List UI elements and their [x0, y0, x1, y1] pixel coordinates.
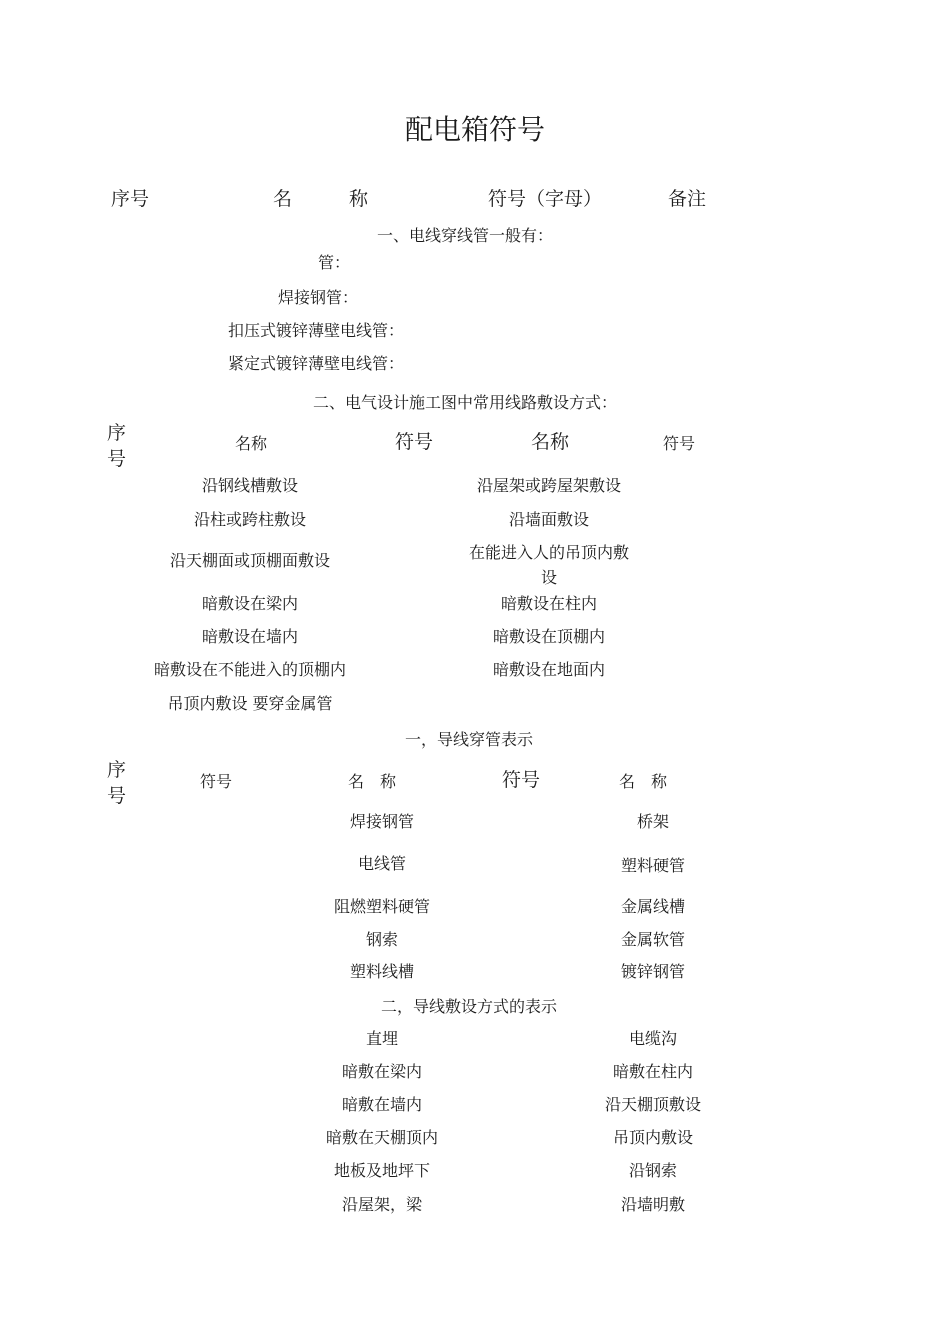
section1-item: 扣压式镀锌薄壁电线管： — [228, 321, 405, 340]
section3-row-left: 阻燃塑料硬管 — [333, 897, 431, 916]
section2-row-left: 沿柱或跨柱敷设 — [193, 510, 307, 529]
section4-row-right: 沿天棚顶敷设 — [604, 1095, 702, 1114]
section3-header-symbol-right: 符号 — [502, 769, 541, 791]
section4-row-right: 吊顶内敷设 — [612, 1128, 694, 1147]
section1-item: 焊接钢管： — [278, 288, 359, 307]
section3-header-name-left: 名 称 — [348, 772, 397, 791]
section1-heading: 一、电线穿线管一般有： — [376, 226, 554, 245]
section4-row-right: 暗敷在柱内 — [612, 1062, 694, 1081]
section4-row-right: 沿钢索 — [628, 1161, 678, 1180]
section2-row-left: 暗敷设在不能进入的顶棚内 — [153, 660, 347, 679]
section3-row-right: 塑料硬管 — [620, 856, 686, 875]
section2-row-left: 沿天棚面或顶棚面敷设 — [169, 551, 331, 570]
section1-item: 紧定式镀锌薄壁电线管： — [228, 354, 405, 373]
section4-row-left: 沿屋架，梁 — [341, 1195, 423, 1214]
header-name-char2: 称 — [349, 188, 369, 210]
section4-row-left: 暗敷在天棚顶内 — [325, 1128, 439, 1147]
section2-row-left: 吊顶内敷设 要穿金属管 — [167, 694, 333, 713]
section2-row-right: 沿屋架或跨屋架敷设 — [476, 476, 622, 495]
section3-row-left: 电线管 — [357, 854, 407, 873]
section2-row-left: 沿钢线槽敷设 — [201, 476, 299, 495]
section3-row-right: 镀锌钢管 — [620, 962, 686, 981]
section3-header-seq: 序号 — [107, 759, 127, 807]
header-symbol: 符号（字母） — [488, 188, 603, 210]
section1-item: 管： — [318, 253, 351, 272]
section2-row-right: 在能进入人的吊顶内敷设 — [469, 543, 630, 587]
header-name-char1: 名 — [273, 188, 293, 210]
section3-header-name-right: 名 称 — [619, 772, 668, 791]
section4-row-right: 沿墙明敷 — [620, 1195, 686, 1214]
section3-row-left: 塑料线槽 — [349, 962, 415, 981]
header-seq: 序号 — [111, 188, 150, 210]
section4-row-left: 地板及地坪下 — [333, 1161, 431, 1180]
section4-row-left: 暗敷在梁内 — [341, 1062, 423, 1081]
section2-header-symbol-left: 符号 — [395, 431, 434, 453]
section2-header-symbol-right: 符号 — [663, 434, 696, 453]
section2-row-right: 沿墙面敷设 — [508, 510, 590, 529]
section2-header-name-left: 名称 — [235, 434, 268, 453]
section3-row-right: 金属软管 — [620, 930, 686, 949]
section4-row-right: 电缆沟 — [628, 1029, 678, 1048]
header-remark: 备注 — [668, 188, 707, 210]
section2-row-right: 暗敷设在顶棚内 — [492, 627, 606, 646]
section3-row-right: 金属线槽 — [620, 897, 686, 916]
section2-header-seq: 序号 — [107, 422, 127, 470]
section3-header-symbol-left: 符号 — [200, 772, 233, 791]
section4-row-left: 暗敷在墙内 — [341, 1095, 423, 1114]
section3-heading: 一，导线穿管表示 — [404, 730, 534, 749]
section2-row-right: 暗敷设在柱内 — [500, 594, 598, 613]
page-title: 配电箱符号 — [404, 113, 546, 146]
section2-row-right: 暗敷设在地面内 — [492, 660, 606, 679]
section4-row-left: 直埋 — [365, 1029, 399, 1048]
section2-header-name-right: 名称 — [531, 431, 570, 453]
section2-heading: 二、电气设计施工图中常用线路敷设方式： — [312, 393, 618, 412]
section2-row-left: 暗敷设在梁内 — [201, 594, 299, 613]
section3-row-right: 桥架 — [636, 812, 670, 831]
section3-row-left: 钢索 — [365, 930, 399, 949]
section4-heading: 二，导线敷设方式的表示 — [380, 997, 558, 1016]
section3-row-left: 焊接钢管 — [349, 812, 415, 831]
section2-row-left: 暗敷设在墙内 — [201, 627, 299, 646]
